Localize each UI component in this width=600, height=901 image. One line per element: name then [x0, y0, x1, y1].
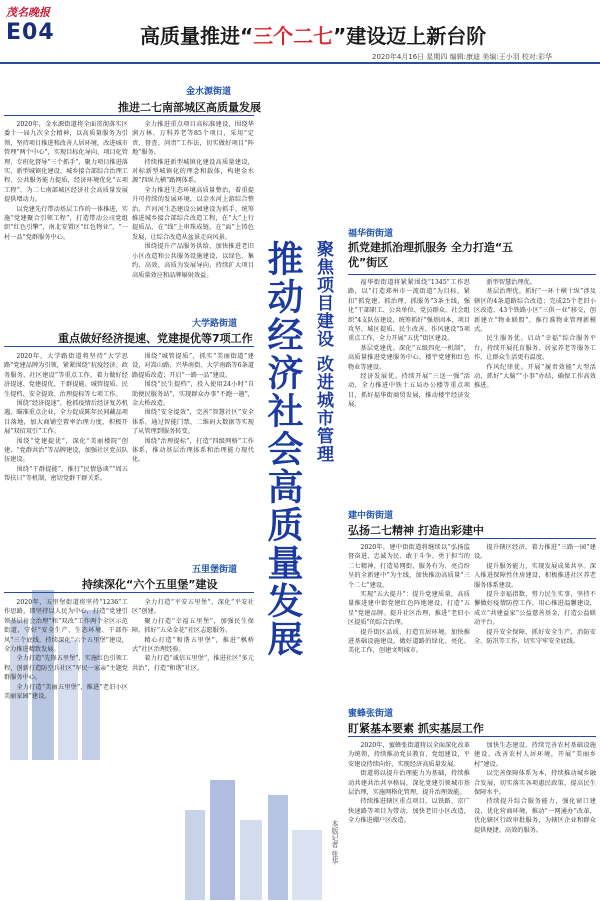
- section-jinshuiyuan-col1: [4, 120, 128, 310]
- paragraph: 2020年，五里堡街道将坚持“1236”工作思路，即坚持以人民为中心，打造“党建引领基层社会治理”和“双改”工作两个全区示范街道，守好“安全生产、生态环境、干部作风”三个底线，持续深化“六个五里堡”建设，全力推进精致发展。: [4, 599, 128, 654]
- paragraph: 全力打造“先锋五里堡”，实施红色引领工程，创新打造防空兵社区“军民一家亲”主题党群服务中心。: [4, 655, 128, 682]
- paragraph: 全力打造“平安五里堡”，深化“平安社区”创建。: [132, 599, 254, 616]
- section-mifengzhang-col1: [348, 741, 470, 897]
- section-daxuelu-subtitle: 大学路街道: [192, 319, 238, 329]
- headline-suffix: ”建设迈上新台阶: [333, 24, 487, 48]
- paragraph: 基层治理优。抓好“一环十横十纵”涉及辖区的4条道路综合改造；完成25个老旧小区改造、43个铁路小区“三供一业”移交，创新建立“物业联盟”，推行准物业管理新模式。: [474, 288, 596, 334]
- paragraph: 围绕提升产品服务供给，加快推进老旧小区改造和公共服务设施建设，以绿色、集约、高效、高质为发展导向，持续扩大项目高质量效应和品牌辐射效益。: [132, 243, 254, 279]
- paragraph: 持续推进辖区重点项目，以铁路、京广快速路等项目为带动，加快老旧小区改造，全力推进棚户区改造。: [348, 798, 470, 825]
- section-mifengzhang-subtitle: 蜜蜂张街道: [348, 709, 394, 719]
- section-divider: [4, 592, 254, 593]
- paragraph: 2020年，建中街街道将继续以“弘扬监督奋进、忠诚为民、敢于斗争、勇于担当的二七精神，打造易网街、服务有为、亮点纷呈的全新建中”为主线，加快推动高质量“三个二七”建设。: [348, 544, 470, 589]
- page-code: E04: [6, 20, 55, 45]
- page-headline: [140, 20, 486, 49]
- section-jinshuiyuan-title: 推进二七南部城区高质量发展: [118, 101, 261, 114]
- paragraph: 围绕“党建提优”，深化“美丽楼院”创建、“党群共治”等品牌建设，加强社区党员队伍建设。: [4, 437, 128, 464]
- section-jianzhongjie-col1: [348, 543, 470, 703]
- paragraph: 围绕“民生提档”，投入使用24小时“自助便民服务站”，实现群众办事“不跑一趟”，金大桥改造。: [132, 381, 254, 408]
- section-jianzhongjie-subtitle: 建中街街道: [348, 511, 394, 521]
- paragraph: 以完善保障体系为本，持续推动城乡融合发展，切实落实各项惠民政策，提高民生保障水平。: [474, 770, 596, 797]
- section-jinshuiyuan-subtitle: 金水源街道: [186, 87, 232, 97]
- section-wulibao-col1: [4, 598, 128, 898]
- section-divider: [348, 736, 596, 737]
- section-daxuelu-title: 重点做好经济提速、党建提优等7项工作: [58, 332, 253, 345]
- paragraph: 作风纪律优。开展“履责效能”大型活动，抓好“大脑”“小事”办结，确保工作高效推进。: [474, 363, 596, 390]
- section-fuhuajie-col2: [474, 278, 596, 500]
- paragraph: 持续推进新型城镇化建设高质量建设，对标新型城镇化的理念和载体，构建金水源“四纵九横”路网体系。: [132, 158, 254, 185]
- paragraph: 持续提升综合服务能力，强化窗口建设，优化营商环境，推动“一网通办”改革，优化辖区行政审批服务，为辖区企业和群众提供便捷、高效的服务。: [474, 798, 596, 834]
- newspaper-logo: 茂名晚报: [6, 6, 50, 19]
- paragraph: 经济发展优。持续开展“三送一强”活动，全力推进中铁十五局办公楼等重点项目，抓好福华街商贸发展，推动楼宇经济发展。: [348, 373, 470, 409]
- paragraph: 精心打造“和谐五里堡”，推进“枫桥式”社区治理经验。: [132, 636, 254, 654]
- paragraph: 围绕“经济提速”，抢抓疫情后经济复苏机遇，瞄准重点企业，全力促成陈年民间藏品项目落地，加大商铺空置率治理力度，积极开展“双招双引”工作。: [4, 400, 128, 436]
- section-divider: [4, 346, 254, 347]
- paragraph: 基层党建优。深化“五级四化一机制”，高质量推进党建服务中心、楼宇党建和红色物业等建设。: [348, 344, 470, 371]
- paragraph: 围绕“安全提效”，完善“智慧社区”安全体系，通过智能门禁、二维码大数据等实现了从管理到服务转变。: [132, 409, 254, 436]
- section-divider: [348, 274, 596, 275]
- feature-subtitle: 聚焦项目建设 改进城市管理: [313, 240, 333, 463]
- paragraph: 提升幸福指数，努力民生实事，坚持不懈做好疫情防控工作，用心推进温馨建设，成立“共建益家”公益慈善基金，打造公益联动平台。: [474, 591, 596, 627]
- paragraph: 全力推进生态环境高质量整治，着重提升可持续的发展环境，以金水河上游综合整治、芦河河生态建设公园建设为抓手，统筹推进城乡接合部综合改造工程，在“大”上行提质品，在“线”上串珠成链，在“面”上铸色发展，让综合改造从盆景走向风景。: [132, 186, 254, 241]
- section-wulibao-subtitle: 五里堡街道: [192, 565, 238, 575]
- section-jianzhongjie-title: 弘扬二七精神 打造出彩建中: [348, 524, 484, 537]
- paragraph: 提升安全保障，抓好安全生产、消防安全、防汛等工作，切实守牢安全底线。: [474, 628, 596, 646]
- paragraph: 2020年，蜜蜂张街道将以全面深化改革为统领，持续推动党员教育、党组建设，平安建设持续向好，实现经济高质量发展。: [348, 742, 470, 768]
- paragraph: 福华街街道将紧紧围绕“1345”工作思路，以“打造郑州市一流街道”为目标，紧扣“抓党建、抓治理、抓服务”3条主线，强化“干部职工、公共单位、党员群众、社会组织”4支队伍建设，统筹抓好“强基固本、项目攻坚、城区提质、民生改善、作风建设”5项重点工作，全力开展“五优”街区建设。: [348, 279, 470, 343]
- section-mifengzhang-col2: [474, 741, 596, 897]
- issue-meta: 2020年4月16日 星期四 编辑:康迪 美编:王小羽 校对:彩华: [372, 53, 553, 61]
- paragraph: 围绕“城管提质”，抓实“美丽街道”建设，对嵩山路、兴华南街、大学南路等6条道路提质改造；开启“一路一品”建设。: [132, 353, 254, 379]
- paragraph: 2020年，金水源街道将全面贯彻落实区委十一届九次全会精神，以高质量服务为引领，坚持项目推进和改善人居环境，改进城市管理“两个中心”，实现目标化导向、项目化管理、专班化督导“三个抓手”，聚力项目推进落实、新型城镇化建设、城乡接合部综合治理工程、公共服务能力提质，经济环境优化“五项工程”，为二七南部城区经济社会高质量发展提供增动力。: [4, 121, 128, 204]
- section-wulibao-col2: [132, 598, 254, 758]
- section-wulibao-title: 持续深化“六个五里堡”建设: [82, 578, 218, 591]
- section-daxuelu-col1: [4, 352, 128, 562]
- paragraph: 围绕“治理提标”，打造“四级网格”工作体系，推动基层治理体系和治理能力现代化。: [132, 437, 254, 464]
- headline-prefix: 高质量推进“: [140, 24, 254, 48]
- section-fuhuajie-title: 抓党建抓治理抓服务 全力打造“五优”街区: [348, 241, 514, 269]
- paragraph: 以党建先行带动基层工作的一体推进，实施“党建聚合引领工程”，打造带动公司党组织“红色引擎”，南北安置区“红色物业”，“一村一品”党群服务中心。: [4, 205, 128, 241]
- paragraph: 着力打造“诚信五里堡”，推进社区“多元共治”，打造“和谐”社区。: [132, 655, 254, 672]
- section-divider: [4, 115, 254, 116]
- paragraph: 聚力打造“幸福五里堡”，加强民生保障，抓好“五朵金花”社区志愿服务。: [132, 617, 254, 635]
- section-fuhuajie-col1: [348, 278, 470, 500]
- header-rule: [0, 62, 600, 64]
- skyline-illustration-bottom: [180, 760, 330, 900]
- paragraph: 全力推进重点项目高标准建设，围绕华润万林、万科养老等85个项目，采用“定责、督查、问责”工作法，切实做好项目“阵地”服务。: [132, 121, 254, 157]
- paragraph: 围绕“干群提能”，推行“民情恳谈”“周五帮扶日”等机制，密切党群干群关系。: [4, 465, 128, 483]
- paragraph: 新型智慧治理优。: [486, 279, 536, 286]
- headline-highlight: 三个二七: [253, 24, 334, 48]
- paragraph: 2020年，大学路街道将坚持“大学思路”党建品牌为引领，紧紧围绕“抗疫经济、政务服务、社区建设”等重点工作，着力做好经济提速、党建提优、干群提能、城管提质、民生提档、安全提效、治理提标等七项工作。: [4, 353, 128, 398]
- reporter-credit: 本版记者 张华: [331, 820, 339, 865]
- paragraph: 提升服务能力，实现发展成果共享。深入推进保障性住房建设，积极推进社区养老服务体系建设。: [474, 562, 596, 589]
- section-mifengzhang-title: 盯紧基本要素 抓实基层工作: [348, 722, 484, 735]
- paragraph: 实现“五大提升”：提升党建质量，高质量推进建中街党建红色阵地建设，打造“五星”党建品牌。提升社区治理，推进“老旧小区提质”的综合治理。: [348, 591, 470, 627]
- section-jinshuiyuan-col2: [132, 120, 254, 310]
- paragraph: 提升街区品质，打造宜居环境。加快推进基础设施建设，做好道路的绿化、亮化、美化工作，创建文明城市。: [348, 628, 470, 655]
- paragraph: 提升辖区经济，着力推进“三路一园”建设。: [474, 544, 596, 561]
- paragraph: 全力打造“美丽五里堡”，推进“老旧小区美丽家园”建设。: [4, 683, 128, 701]
- paragraph: 民生服务优。启动“幸福”综合服务平台，持续开展托育服务、居家养老等服务工作，让群众生活更有温度。: [474, 335, 596, 362]
- section-divider: [348, 538, 596, 539]
- section-jianzhongjie-col2: [474, 543, 596, 703]
- section-daxuelu-col2: [132, 352, 254, 562]
- section-fuhuajie-subtitle: 福华街街道: [348, 229, 394, 239]
- paragraph: 加快生态建设，持续完善农村基础设施建设，改善农村人居环境，开展“美丽乡村”建设。: [474, 742, 596, 768]
- paragraph: 街道将以提升治理能力为基础，持续推动共建共治共享格局，深化党建引领城市基层治理，实施网格化管理，提升治理效能。: [348, 770, 470, 797]
- feature-title: 推动经济社会高质量发展: [262, 240, 303, 658]
